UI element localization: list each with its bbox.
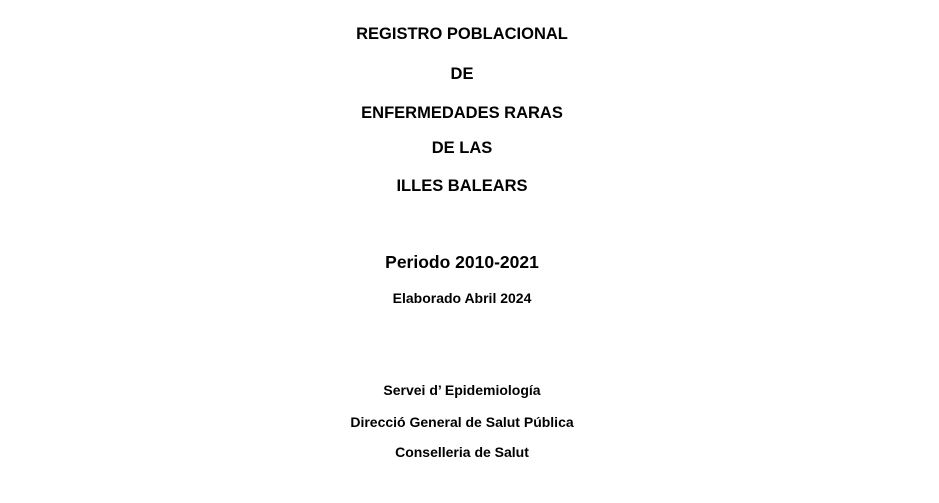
author-directorate: Direcció General de Salut Pública [350, 414, 574, 430]
title-line-5: ILLES BALEARS [396, 177, 528, 195]
period: Periodo 2010-2021 [385, 252, 539, 272]
title-line-3: ENFERMEDADES RARAS [361, 104, 563, 122]
title-line-1: REGISTRO POBLACIONAL [356, 25, 568, 43]
title-line-2: DE [450, 65, 474, 83]
author-department: Servei d’ Epidemiología [383, 382, 541, 398]
title-line-4: DE LAS [431, 139, 493, 157]
author-ministry: Conselleria de Salut [395, 444, 529, 460]
prepared-date: Elaborado Abril 2024 [392, 290, 532, 306]
